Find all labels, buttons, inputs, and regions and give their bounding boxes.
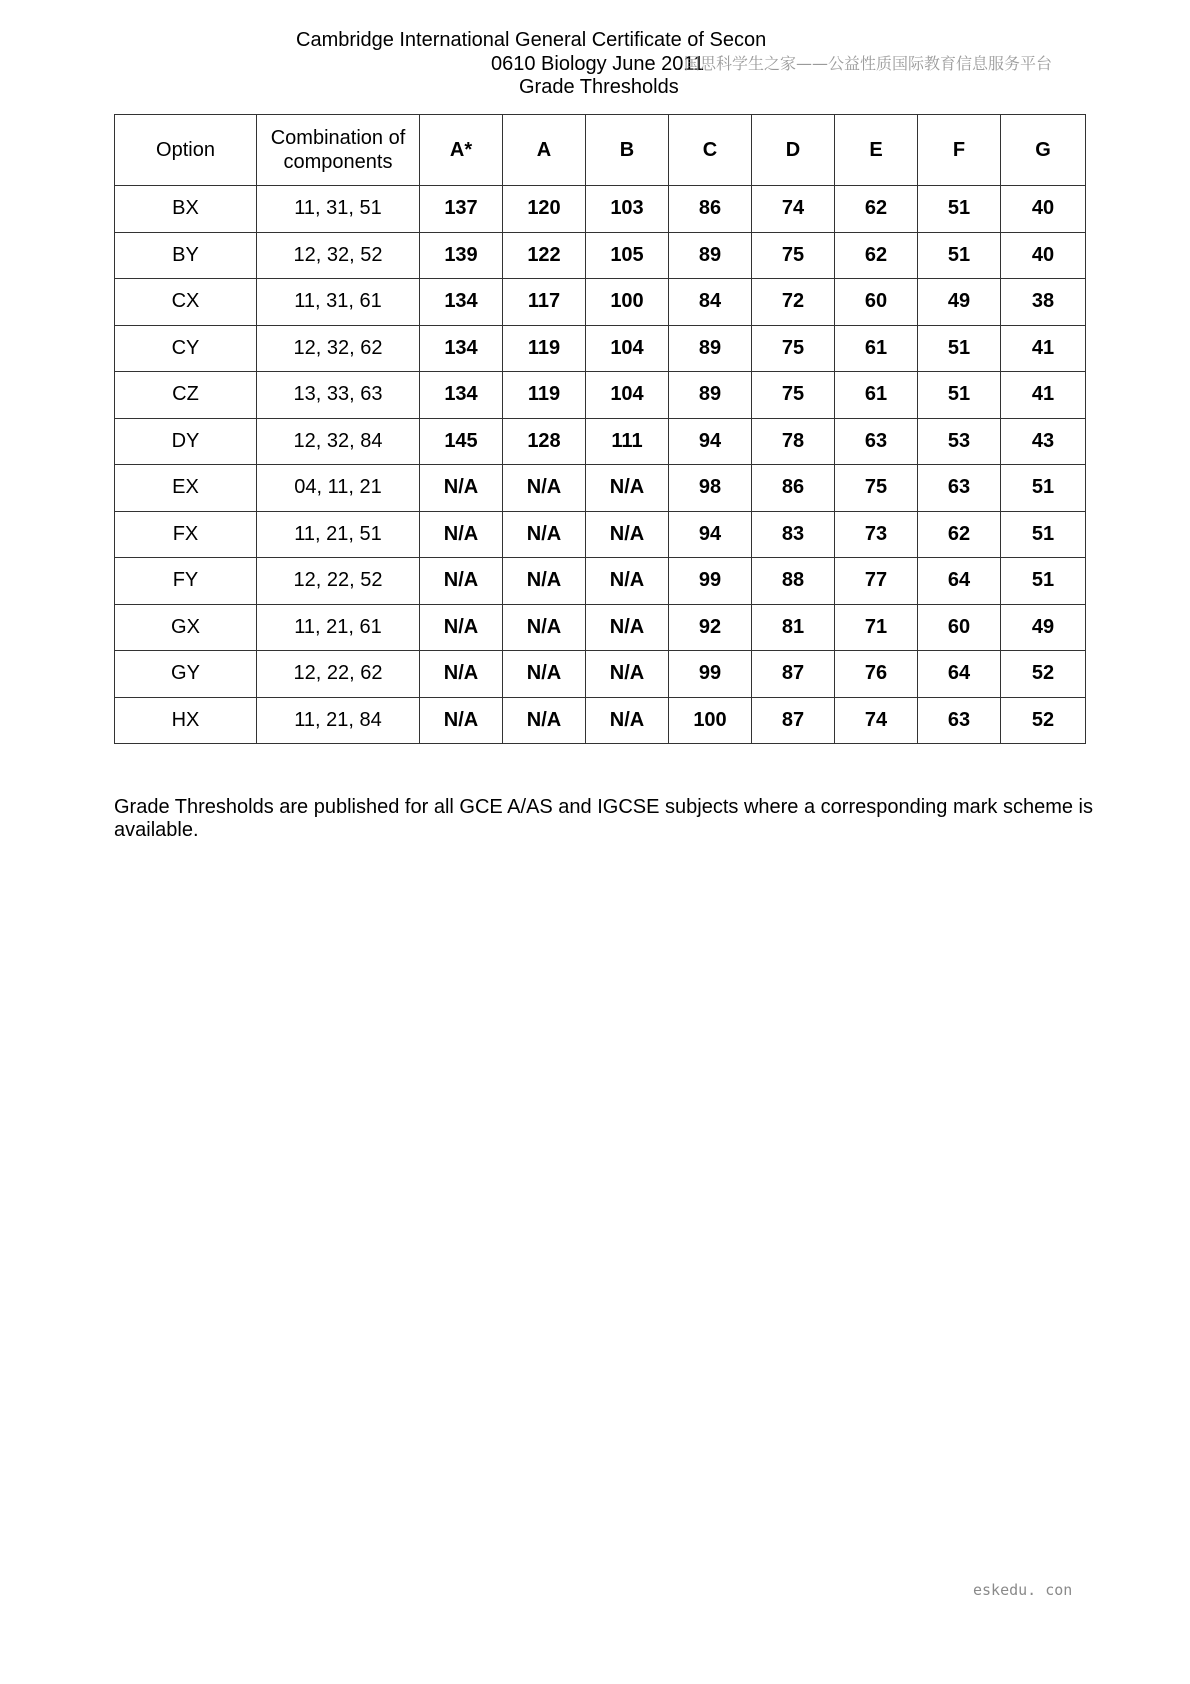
cell-grade-c: 94 — [669, 418, 752, 465]
cell-grade-c: 99 — [669, 558, 752, 605]
cell-grade-f: 62 — [918, 511, 1001, 558]
cell-grade-e: 62 — [835, 186, 918, 233]
cell-grade-a-star: N/A — [420, 604, 503, 651]
cell-combination: 13, 33, 63 — [257, 372, 420, 419]
cell-option: BY — [115, 232, 257, 279]
cell-grade-a-star: N/A — [420, 558, 503, 605]
cell-combination: 12, 32, 84 — [257, 418, 420, 465]
cell-grade-e: 60 — [835, 279, 918, 326]
cell-combination: 04, 11, 21 — [257, 465, 420, 512]
table-row — [115, 279, 1086, 326]
cell-grade-b: N/A — [586, 651, 669, 698]
header-grade-f: F — [918, 115, 1001, 186]
cell-grade-b: 104 — [586, 325, 669, 372]
cell-grade-e: 61 — [835, 372, 918, 419]
cell-grade-f: 60 — [918, 604, 1001, 651]
cell-grade-e: 74 — [835, 697, 918, 744]
table-row — [115, 418, 1086, 465]
cell-grade-a-star: 134 — [420, 372, 503, 419]
cell-grade-f: 64 — [918, 558, 1001, 605]
cell-option: CY — [115, 325, 257, 372]
cell-grade-a: N/A — [503, 697, 586, 744]
cell-grade-a-star: N/A — [420, 465, 503, 512]
cell-grade-a: N/A — [503, 558, 586, 605]
cell-grade-g: 52 — [1001, 697, 1086, 744]
cell-grade-a-star: 134 — [420, 325, 503, 372]
cell-combination: 12, 32, 52 — [257, 232, 420, 279]
cell-grade-d: 78 — [752, 418, 835, 465]
cell-grade-g: 52 — [1001, 651, 1086, 698]
cell-grade-c: 99 — [669, 651, 752, 698]
cell-grade-a: 122 — [503, 232, 586, 279]
header-option: Option — [115, 115, 257, 186]
cell-grade-d: 74 — [752, 186, 835, 233]
cell-grade-e: 63 — [835, 418, 918, 465]
cell-combination: 12, 22, 62 — [257, 651, 420, 698]
cell-combination: 11, 31, 51 — [257, 186, 420, 233]
header-grade-b: B — [586, 115, 669, 186]
cell-option: CZ — [115, 372, 257, 419]
table-header-row — [115, 115, 1086, 186]
cell-grade-a: N/A — [503, 604, 586, 651]
cell-option: EX — [115, 465, 257, 512]
cell-grade-f: 63 — [918, 697, 1001, 744]
cell-grade-a-star: N/A — [420, 511, 503, 558]
cell-grade-d: 75 — [752, 232, 835, 279]
cell-combination: 12, 22, 52 — [257, 558, 420, 605]
cell-grade-a: 128 — [503, 418, 586, 465]
cell-grade-e: 71 — [835, 604, 918, 651]
document-section-title: Grade Thresholds — [519, 76, 679, 98]
cell-combination: 11, 21, 51 — [257, 511, 420, 558]
grade-thresholds-table — [114, 114, 1086, 744]
cell-option: FX — [115, 511, 257, 558]
cell-option: GX — [115, 604, 257, 651]
cell-grade-a-star: N/A — [420, 651, 503, 698]
cell-grade-g: 51 — [1001, 465, 1086, 512]
cell-grade-b: 100 — [586, 279, 669, 326]
table-row — [115, 558, 1086, 605]
cell-option: HX — [115, 697, 257, 744]
cell-grade-b: 111 — [586, 418, 669, 465]
cell-option: GY — [115, 651, 257, 698]
cell-grade-a-star: 137 — [420, 186, 503, 233]
header-grade-g: G — [1001, 115, 1086, 186]
cell-grade-b: N/A — [586, 465, 669, 512]
cell-grade-e: 61 — [835, 325, 918, 372]
header-combination: Combination of components — [257, 115, 420, 186]
cell-grade-f: 51 — [918, 232, 1001, 279]
cell-grade-f: 63 — [918, 465, 1001, 512]
cell-grade-e: 77 — [835, 558, 918, 605]
cell-grade-b: 105 — [586, 232, 669, 279]
cell-grade-g: 41 — [1001, 325, 1086, 372]
table-row — [115, 186, 1086, 233]
footnote: Grade Thresholds are published for all GCE A/AS and IGCSE subjects where a corresponding mark scheme is available. — [114, 796, 1093, 841]
cell-grade-c: 89 — [669, 232, 752, 279]
document-subtitle: 0610 Biology June 2011 — [491, 53, 705, 75]
cell-grade-c: 92 — [669, 604, 752, 651]
cell-grade-b: N/A — [586, 604, 669, 651]
cell-grade-f: 49 — [918, 279, 1001, 326]
cell-option: BX — [115, 186, 257, 233]
cell-grade-d: 72 — [752, 279, 835, 326]
table-row — [115, 604, 1086, 651]
cell-grade-c: 89 — [669, 372, 752, 419]
header-watermark: 国思科学生之家——公益性质国际教育信息服务平台 — [684, 54, 1053, 73]
table-body — [115, 186, 1086, 744]
table-row — [115, 325, 1086, 372]
cell-grade-d: 87 — [752, 697, 835, 744]
cell-grade-a: 119 — [503, 325, 586, 372]
cell-grade-b: N/A — [586, 511, 669, 558]
cell-option: DY — [115, 418, 257, 465]
cell-grade-g: 40 — [1001, 186, 1086, 233]
cell-grade-c: 84 — [669, 279, 752, 326]
header-grade-e: E — [835, 115, 918, 186]
cell-grade-e: 76 — [835, 651, 918, 698]
cell-grade-b: 103 — [586, 186, 669, 233]
cell-grade-d: 75 — [752, 325, 835, 372]
cell-grade-c: 86 — [669, 186, 752, 233]
cell-grade-a: N/A — [503, 465, 586, 512]
cell-combination: 11, 31, 61 — [257, 279, 420, 326]
cell-option: FY — [115, 558, 257, 605]
header-grade-d: D — [752, 115, 835, 186]
cell-grade-a-star: N/A — [420, 697, 503, 744]
cell-grade-a: 119 — [503, 372, 586, 419]
cell-grade-c: 100 — [669, 697, 752, 744]
cell-grade-a: 120 — [503, 186, 586, 233]
cell-grade-b: N/A — [586, 558, 669, 605]
cell-grade-d: 87 — [752, 651, 835, 698]
header-grade-a: A — [503, 115, 586, 186]
cell-grade-e: 75 — [835, 465, 918, 512]
cell-grade-f: 51 — [918, 372, 1001, 419]
cell-grade-a: N/A — [503, 651, 586, 698]
cell-combination: 11, 21, 61 — [257, 604, 420, 651]
cell-grade-e: 62 — [835, 232, 918, 279]
cell-grade-f: 64 — [918, 651, 1001, 698]
cell-grade-d: 88 — [752, 558, 835, 605]
cell-grade-e: 73 — [835, 511, 918, 558]
cell-grade-g: 51 — [1001, 511, 1086, 558]
cell-grade-g: 40 — [1001, 232, 1086, 279]
cell-grade-g: 41 — [1001, 372, 1086, 419]
table-row — [115, 697, 1086, 744]
cell-grade-c: 98 — [669, 465, 752, 512]
table-row — [115, 232, 1086, 279]
cell-grade-d: 83 — [752, 511, 835, 558]
cell-combination: 11, 21, 84 — [257, 697, 420, 744]
table-row — [115, 511, 1086, 558]
cell-grade-b: 104 — [586, 372, 669, 419]
cell-grade-d: 75 — [752, 372, 835, 419]
table-row — [115, 465, 1086, 512]
header-grade-a-star: A* — [420, 115, 503, 186]
cell-grade-g: 43 — [1001, 418, 1086, 465]
cell-grade-f: 51 — [918, 186, 1001, 233]
cell-grade-a-star: 134 — [420, 279, 503, 326]
cell-grade-f: 51 — [918, 325, 1001, 372]
header-grade-c: C — [669, 115, 752, 186]
cell-grade-c: 89 — [669, 325, 752, 372]
document-title: Cambridge International General Certificate of Secon — [296, 29, 767, 51]
cell-grade-b: N/A — [586, 697, 669, 744]
cell-grade-g: 51 — [1001, 558, 1086, 605]
cell-combination: 12, 32, 62 — [257, 325, 420, 372]
footer-watermark: eskedu. con — [973, 1581, 1073, 1599]
cell-grade-c: 94 — [669, 511, 752, 558]
cell-grade-a-star: 139 — [420, 232, 503, 279]
cell-grade-f: 53 — [918, 418, 1001, 465]
cell-grade-d: 81 — [752, 604, 835, 651]
cell-grade-d: 86 — [752, 465, 835, 512]
cell-grade-g: 38 — [1001, 279, 1086, 326]
cell-grade-a: 117 — [503, 279, 586, 326]
cell-grade-a: N/A — [503, 511, 586, 558]
cell-option: CX — [115, 279, 257, 326]
table-row — [115, 651, 1086, 698]
cell-grade-g: 49 — [1001, 604, 1086, 651]
cell-grade-a-star: 145 — [420, 418, 503, 465]
table-row — [115, 372, 1086, 419]
